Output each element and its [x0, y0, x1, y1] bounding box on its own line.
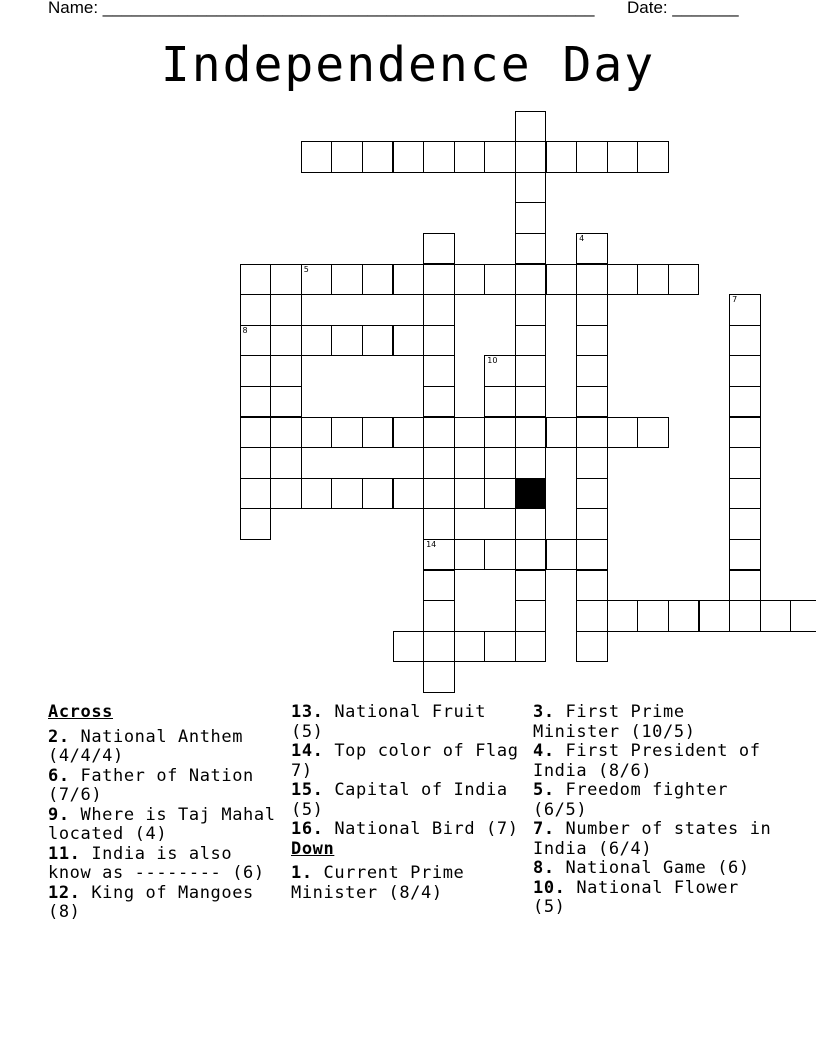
across-clue-16	[291, 820, 527, 840]
across-clue-15	[291, 781, 527, 820]
grid-cell[interactable]	[423, 141, 455, 173]
grid-cell[interactable]	[270, 417, 302, 449]
grid-cell[interactable]	[576, 141, 608, 173]
grid-cell[interactable]	[331, 478, 363, 510]
clue-number: 9.	[48, 804, 70, 825]
grid-cell[interactable]	[423, 264, 455, 296]
grid-cell[interactable]	[301, 417, 333, 449]
across-clue-11	[48, 845, 283, 884]
grid-cell[interactable]	[423, 447, 455, 479]
clue-text: Top color of Flag 7)	[291, 741, 519, 781]
clue-number-label: 7	[732, 295, 738, 305]
clue-number-label: 10	[487, 356, 498, 366]
grid-cell[interactable]	[240, 264, 272, 296]
grid-cell[interactable]	[699, 600, 731, 632]
grid-cell[interactable]	[515, 202, 547, 234]
grid-cell[interactable]	[515, 631, 547, 663]
grid-cell[interactable]	[546, 539, 578, 571]
grid-cell[interactable]	[576, 478, 608, 510]
grid-cell[interactable]	[240, 417, 272, 449]
grid-cell[interactable]	[362, 264, 394, 296]
grid-cell[interactable]	[637, 141, 669, 173]
grid-cell[interactable]	[301, 325, 333, 357]
clue-text: National Fruit (5)	[291, 702, 487, 742]
grid-cell[interactable]	[240, 294, 272, 326]
grid-cell[interactable]	[423, 325, 455, 357]
grid-cell[interactable]	[637, 264, 669, 296]
grid-cell[interactable]	[637, 417, 669, 449]
grid-cell[interactable]	[515, 508, 547, 540]
clue-text: Number of states in India (6/4)	[533, 819, 772, 859]
down-clue-5	[533, 781, 778, 820]
grid-cell[interactable]	[484, 417, 516, 449]
grid-cell[interactable]	[576, 570, 608, 602]
clue-text: Where is Taj Mahal located (4)	[48, 804, 276, 844]
grid-cell[interactable]	[484, 447, 516, 479]
clues-column-3	[533, 703, 778, 918]
grid-cell[interactable]	[515, 172, 547, 204]
grid-cell[interactable]	[576, 386, 608, 418]
grid-cell[interactable]	[729, 386, 761, 418]
down-clue-7	[533, 820, 778, 859]
grid-cell[interactable]	[484, 264, 516, 296]
grid-cell[interactable]	[393, 478, 425, 510]
down-heading: Down	[291, 838, 335, 859]
grid-cell[interactable]	[576, 631, 608, 663]
grid-cell[interactable]	[515, 539, 547, 571]
clue-number-label: 14	[426, 539, 437, 549]
grid-cell[interactable]	[423, 355, 455, 387]
grid-cell[interactable]	[729, 294, 761, 326]
grid-cell[interactable]	[240, 447, 272, 479]
grid-cell[interactable]	[515, 417, 547, 449]
across-clue-13	[291, 703, 527, 742]
grid-cell[interactable]	[362, 417, 394, 449]
clue-number: 2.	[48, 726, 70, 747]
clue-number: 14.	[291, 741, 324, 761]
grid-cell[interactable]	[576, 233, 608, 265]
grid-cell[interactable]	[301, 478, 333, 510]
grid-cell[interactable]	[576, 539, 608, 571]
grid-cell[interactable]	[729, 570, 761, 602]
clue-number: 4.	[533, 741, 555, 761]
grid-cell[interactable]	[423, 631, 455, 663]
clue-number: 1.	[291, 863, 313, 883]
date-field-label: Date: _______	[627, 0, 739, 17]
across-clue-14	[291, 742, 527, 781]
clue-number: 3.	[533, 702, 555, 722]
clue-number: 5.	[533, 780, 555, 800]
grid-cell[interactable]	[607, 264, 639, 296]
grid-cell[interactable]	[515, 570, 547, 602]
grid-cell[interactable]	[515, 355, 547, 387]
clue-text: India is also know as -------- (6)	[48, 843, 265, 883]
grid-cell[interactable]	[729, 325, 761, 357]
grid-cell[interactable]	[423, 386, 455, 418]
name-field-label: Name: ____________________________________________________	[48, 0, 595, 17]
grid-cell[interactable]	[790, 600, 816, 632]
grid-cell[interactable]	[270, 478, 302, 510]
grid-cell[interactable]	[454, 264, 486, 296]
grid-cell[interactable]	[423, 570, 455, 602]
clue-number-label: 8	[242, 325, 248, 335]
grid-cell[interactable]	[240, 386, 272, 418]
down-clue-3	[533, 703, 778, 742]
grid-cell[interactable]	[607, 141, 639, 173]
grid-cell[interactable]	[576, 294, 608, 326]
grid-cell[interactable]	[729, 508, 761, 540]
grid-cell[interactable]	[484, 355, 516, 387]
across-clue-2	[48, 728, 283, 767]
grid-cell[interactable]	[515, 141, 547, 173]
clue-text: National Bird (7)	[323, 819, 519, 839]
clue-text: King of Mangoes (8)	[48, 882, 254, 922]
down-clue-8	[533, 859, 778, 879]
grid-cell[interactable]	[576, 264, 608, 296]
grid-cell[interactable]	[423, 508, 455, 540]
down-clue-10	[533, 879, 778, 918]
across-clue-6	[48, 767, 283, 806]
clue-number: 15.	[291, 780, 324, 800]
across-heading: Across	[48, 702, 114, 722]
down-clue-4	[533, 742, 778, 781]
clue-number: 12.	[48, 882, 81, 903]
grid-cell[interactable]	[423, 478, 455, 510]
grid-cell[interactable]	[637, 600, 669, 632]
grid-cell[interactable]	[668, 264, 700, 296]
grid-cell[interactable]	[423, 661, 455, 693]
clue-number: 7.	[533, 819, 555, 839]
grid-cell[interactable]	[270, 264, 302, 296]
grid-cell[interactable]	[484, 478, 516, 510]
grid-cell[interactable]	[760, 600, 792, 632]
grid-cell[interactable]	[546, 141, 578, 173]
grid-cell[interactable]	[240, 355, 272, 387]
grid-cell[interactable]	[484, 539, 516, 571]
grid-cell[interactable]	[362, 325, 394, 357]
clue-text: Freedom fighter (6/5)	[533, 780, 729, 820]
grid-cell[interactable]	[423, 600, 455, 632]
grid-cell[interactable]	[576, 447, 608, 479]
grid-cell[interactable]	[301, 141, 333, 173]
grid-cell[interactable]	[423, 233, 455, 265]
grid-cell[interactable]	[454, 631, 486, 663]
clue-number: 10.	[533, 877, 566, 898]
grid-cell[interactable]	[423, 539, 455, 571]
grid-cell[interactable]	[393, 264, 425, 296]
grid-cell[interactable]	[331, 417, 363, 449]
clue-text: National Anthem (4/4/4)	[48, 726, 244, 766]
grid-cell[interactable]	[240, 508, 272, 540]
grid-cell[interactable]	[301, 264, 333, 296]
grid-cell[interactable]	[729, 417, 761, 449]
grid-cell[interactable]	[454, 141, 486, 173]
grid-cell[interactable]	[270, 294, 302, 326]
grid-cell[interactable]	[270, 386, 302, 418]
grid-cell[interactable]	[576, 417, 608, 449]
grid-cell[interactable]	[454, 478, 486, 510]
grid-cell[interactable]	[484, 141, 516, 173]
clues-column-1	[48, 703, 283, 923]
puzzle-title: Independence Day	[160, 37, 656, 93]
grid-cell[interactable]	[515, 386, 547, 418]
grid-cell[interactable]	[576, 600, 608, 632]
grid-cell[interactable]	[729, 600, 761, 632]
clue-number: 13.	[291, 702, 324, 722]
clue-text: First Prime Minister (10/5)	[533, 702, 696, 742]
grid-cell[interactable]	[668, 600, 700, 632]
grid-cell[interactable]	[576, 325, 608, 357]
grid-cell[interactable]	[393, 325, 425, 357]
grid-cell[interactable]	[576, 508, 608, 540]
clue-text: National Flower (5)	[533, 877, 739, 917]
across-clue-9	[48, 806, 283, 845]
grid-cell[interactable]	[393, 417, 425, 449]
grid-cell[interactable]	[331, 325, 363, 357]
grid-cell[interactable]	[393, 631, 425, 663]
grid-cell[interactable]	[515, 325, 547, 357]
clue-text: National Game (6)	[554, 858, 750, 878]
down-clue-1	[291, 864, 527, 903]
grid-cell[interactable]	[546, 264, 578, 296]
grid-cell[interactable]	[240, 478, 272, 510]
grid-cell[interactable]	[270, 447, 302, 479]
grid-cell[interactable]	[423, 294, 455, 326]
grid-cell[interactable]	[331, 141, 363, 173]
clue-number: 6.	[48, 765, 70, 786]
grid-cell[interactable]	[484, 386, 516, 418]
clue-number-label: 5	[303, 264, 309, 274]
grid-cell[interactable]	[270, 355, 302, 387]
clue-text: Father of Nation (7/6)	[48, 765, 254, 805]
grid-cell[interactable]	[454, 539, 486, 571]
grid-cell[interactable]	[454, 417, 486, 449]
black-square	[515, 478, 547, 510]
grid-cell[interactable]	[362, 478, 394, 510]
grid-cell[interactable]	[515, 111, 547, 143]
grid-cell[interactable]	[729, 478, 761, 510]
grid-cell[interactable]	[729, 539, 761, 571]
clue-number: 11.	[48, 843, 81, 864]
grid-cell[interactable]	[515, 600, 547, 632]
grid-cell[interactable]	[576, 355, 608, 387]
across-clue-12	[48, 884, 283, 923]
grid-cell[interactable]	[515, 264, 547, 296]
grid-cell[interactable]	[484, 631, 516, 663]
grid-cell[interactable]	[515, 447, 547, 479]
grid-cell[interactable]	[515, 233, 547, 265]
grid-cell[interactable]	[607, 600, 639, 632]
grid-cell[interactable]	[240, 325, 272, 357]
grid-cell[interactable]	[729, 355, 761, 387]
grid-cell[interactable]	[270, 325, 302, 357]
clue-text: First President of India (8/6)	[533, 741, 761, 781]
grid-cell[interactable]	[515, 294, 547, 326]
clue-number: 8.	[533, 858, 555, 878]
clue-text: Capital of India (5)	[291, 780, 508, 820]
clue-text: Current Prime Minister (8/4)	[291, 863, 465, 903]
grid-cell[interactable]	[546, 417, 578, 449]
grid-cell[interactable]	[393, 141, 425, 173]
grid-cell[interactable]	[729, 447, 761, 479]
grid-cell[interactable]	[423, 417, 455, 449]
clue-number: 16.	[291, 819, 324, 839]
clues-column-2	[291, 703, 527, 903]
grid-cell[interactable]	[607, 417, 639, 449]
clue-number-label: 4	[579, 233, 585, 243]
grid-cell[interactable]	[362, 141, 394, 173]
grid-cell[interactable]	[331, 264, 363, 296]
